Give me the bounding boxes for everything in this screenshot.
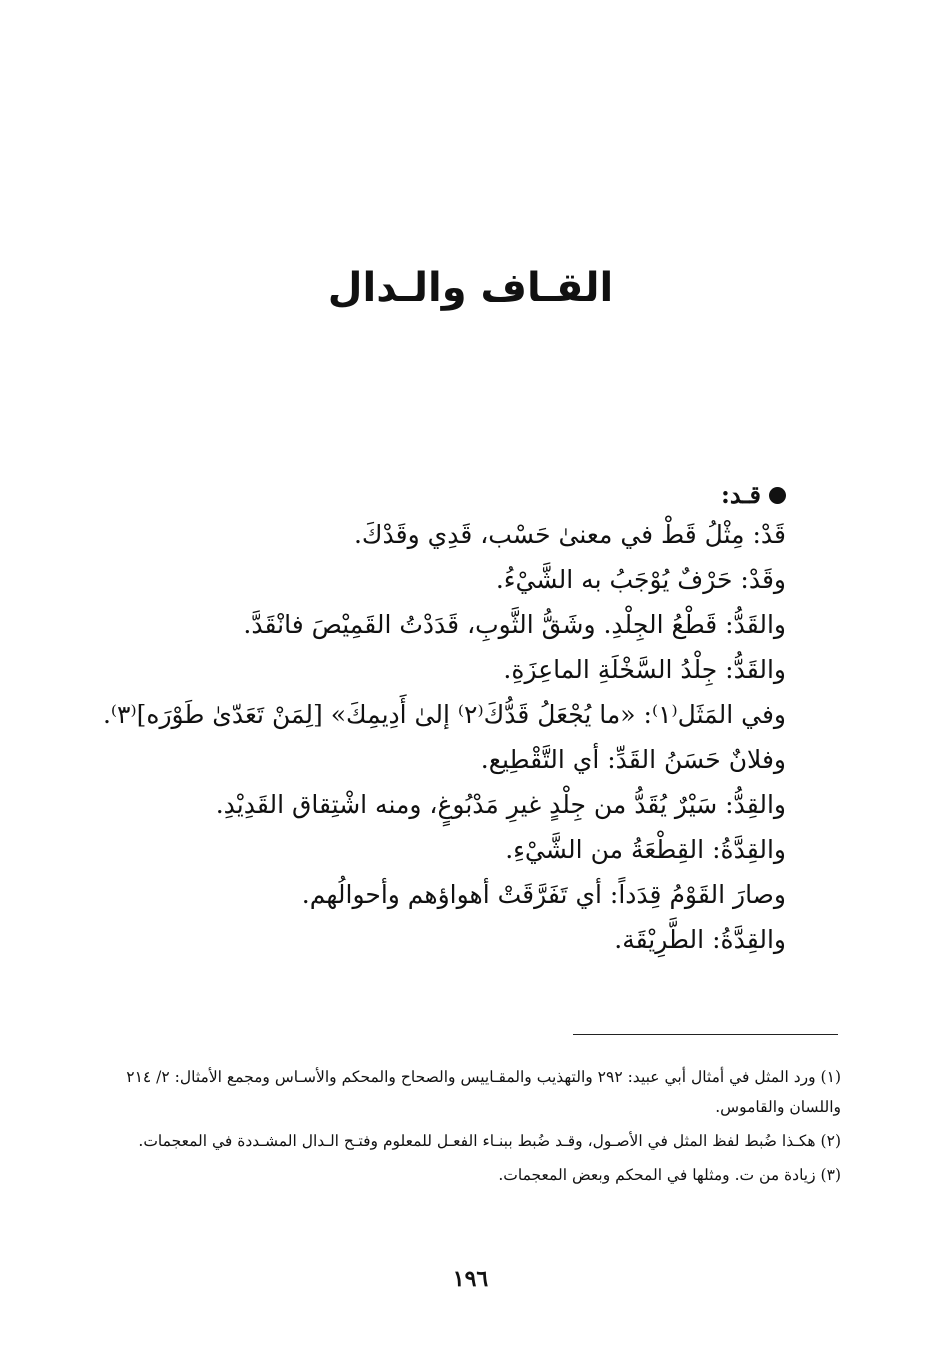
entry-line: قَدْ: مِثْلُ قَطْ في معنىٰ حَسْب، قَدِي وقَدْكَ. <box>353 520 786 549</box>
page-number: ١٩٦ <box>452 1266 489 1292</box>
entry-headword-row <box>126 478 786 512</box>
dictionary-entry <box>102 478 786 962</box>
entry-line: والقَدُّ: قَطْعُ الجِلْدِ. وشَقُّ الثَّوبِ، قَدَدْتُ القَمِيْصَ فانْقَدَّ. <box>243 610 786 639</box>
footnotes <box>119 1062 841 1194</box>
footnote-marker: (١) <box>820 1068 841 1086</box>
entry-line: وصارَ القَوْمُ قِدَداً: أي تَفَرَّقَتْ أهواؤهم وأحوالُهم. <box>301 880 786 909</box>
entry-line: والقِدَّةُ: القِطْعَةُ من الشَّيْءِ. <box>505 835 786 864</box>
entry-line: وفي المَثَل⁽١⁾: «ما يُجْعَلُ قَدُّكَ⁽٢⁾ إلىٰ أَدِيمِكَ» [لِمَنْ تَعَدّىٰ طَوْرَه]⁽٣⁾. <box>102 700 786 729</box>
entry-headword: قـد: <box>721 480 761 509</box>
bullet-icon <box>769 487 786 504</box>
footnote <box>119 1062 841 1122</box>
footnote-marker: (٢) <box>820 1132 841 1150</box>
footnote-text: زيادة من ت. ومثلها في المحكم وبعض المعجمات. <box>498 1166 816 1184</box>
footnote-marker: (٣) <box>820 1166 841 1184</box>
footnote <box>119 1126 841 1156</box>
footnote-divider <box>573 1034 838 1035</box>
entry-line: والقِدَّةُ: الطَّرِيْقَة. <box>614 925 786 954</box>
footnote-text: ورد المثل في أمثال أبي عبيد: ٢٩٢ والتهذيب والمقـاييس والصحاح والمحكم والأسـاس ومجمع الأمثال: ٢/ ٢١٤ واللسان والقاموس. <box>126 1068 841 1116</box>
entry-line: وفلانٌ حَسَنُ القَدِّ: أي التَّقْطِيع. <box>480 745 786 774</box>
entry-line: وقَدْ: حَرْفٌ يُوْجَبُ به الشَّيْءُ. <box>495 565 786 594</box>
footnote <box>119 1160 841 1190</box>
chapter-title: القـاف والـدال <box>327 265 614 311</box>
entry-line: والقِدُّ: سَيْرٌ يُقَدُّ من جِلْدٍ غيرِ مَدْبُوغٍ، ومنه اشْتِقاق القَدِيْدِ. <box>215 790 786 819</box>
entry-line: والقَدُّ: جِلْدُ السَّخْلَةِ الماعِزَةِ. <box>503 655 786 684</box>
footnote-text: هكـذا ضُبط لفظ المثل في الأصـول، وقـد ضُبط ببنـاء الفعـل للمعلوم وفتـح الـدال المشـددة في المعجمات. <box>138 1132 816 1150</box>
